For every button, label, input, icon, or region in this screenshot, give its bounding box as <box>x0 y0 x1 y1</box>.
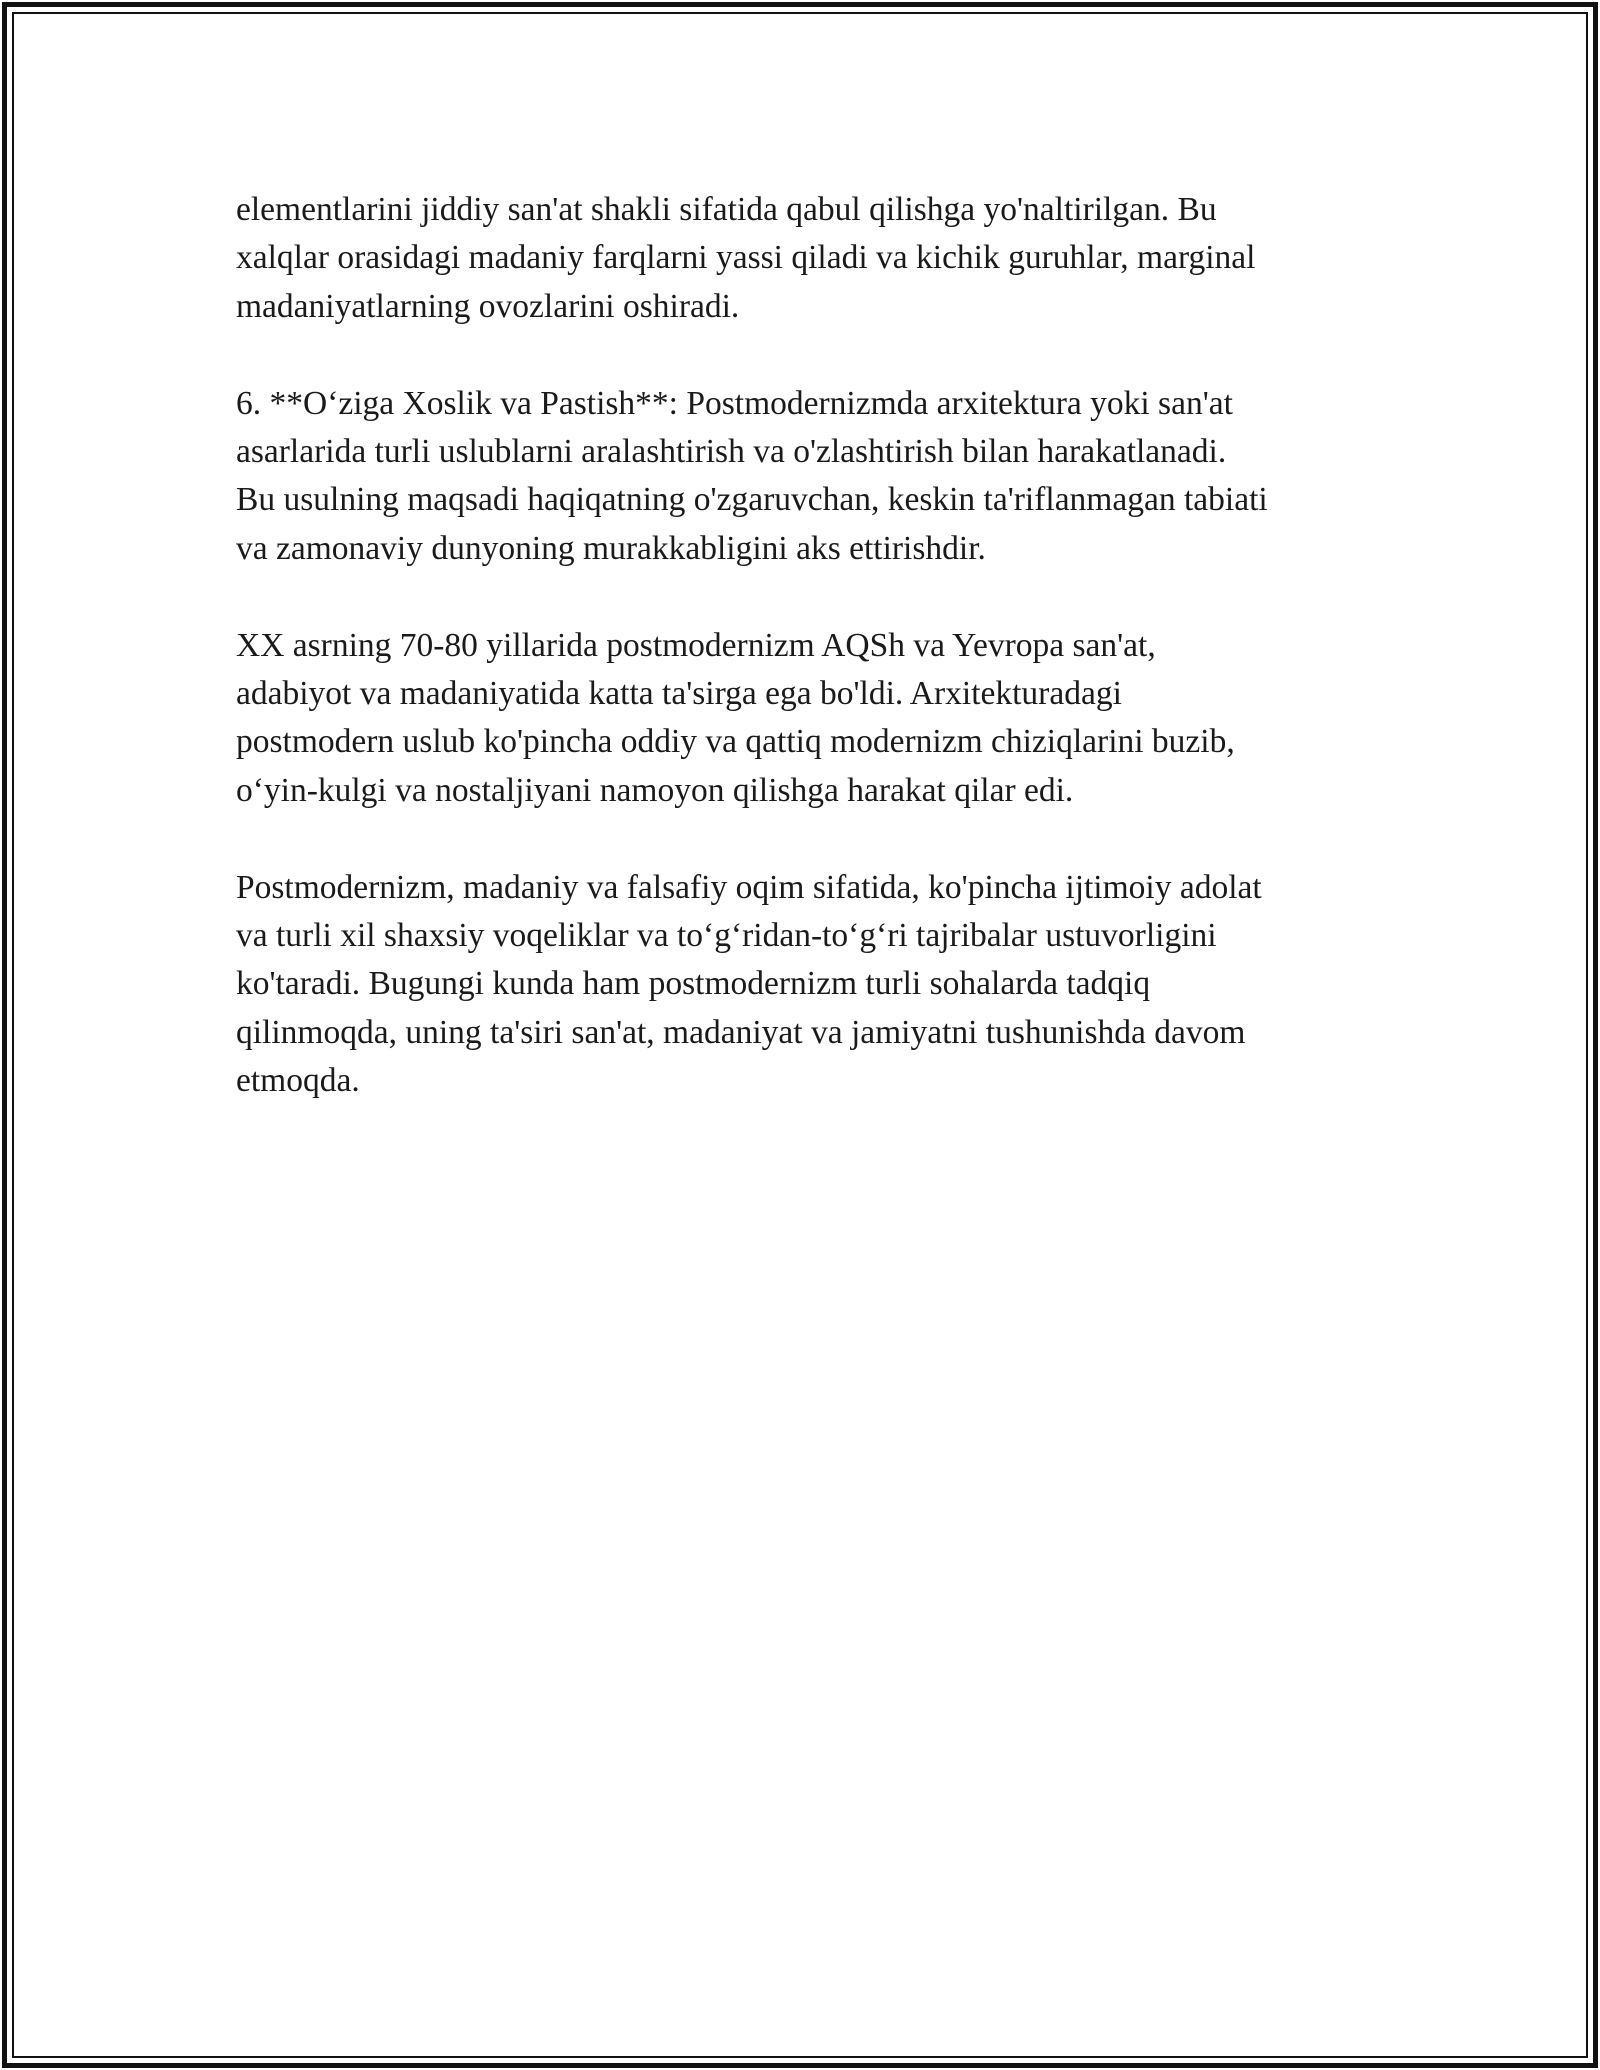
paragraph-4-line-3: ko'taradi. Bugungi kunda ham postmodernizm turli sohalarda tadqiq <box>236 965 1151 1003</box>
paragraph-3-line-1: XX asrning 70-80 yillarida postmodernizm AQSh va Yevropa san'at, <box>236 626 1156 664</box>
paragraph-1-line-2: xalqlar orasidagi madaniy farqlarni yassi qiladi va kichik guruhlar, marginal <box>236 239 1256 277</box>
paragraph-4 <box>236 864 1386 1106</box>
paragraph-4-line-2: va turli xil shaxsiy voqeliklar va to‘g‘ridan-to‘g‘ri tajribalar ustuvorligini <box>236 917 1217 955</box>
paragraph-2-line-2: asarlarida turli uslublarni aralashtirish va o'zlashtirish bilan harakatlanadi. <box>236 433 1227 471</box>
paragraph-2 <box>236 380 1386 574</box>
paragraph-4-line-5: etmoqda. <box>236 1062 360 1100</box>
paragraph-3-line-4: o‘yin-kulgi va nostaljiyani namoyon qilishga harakat qilar edi. <box>236 771 1074 809</box>
paragraph-1-line-1: elementlarini jiddiy san'at shakli sifatida qabul qilishga yo'naltirilgan. Bu <box>236 191 1217 228</box>
document-page-content <box>236 186 1386 1154</box>
paragraph-3-line-3: postmodern uslub ko'pincha oddiy va qattiq modernizm chiziqlarini buzib, <box>236 723 1235 761</box>
paragraph-3 <box>236 622 1386 816</box>
paragraph-2-line-3: Bu usulning maqsadi haqiqatning o'zgaruvchan, keskin ta'riflanmagan tabiati <box>236 481 1268 519</box>
paragraph-1-line-3: madaniyatlarning ovozlarini oshiradi. <box>236 287 740 325</box>
paragraph-1 <box>236 186 1386 331</box>
paragraph-2-line-1: 6. **O‘ziga Xoslik va Pastish**: Postmodernizmda arxitektura yoki san'at <box>236 384 1233 422</box>
paragraph-4-line-1: Postmodernizm, madaniy va falsafiy oqim sifatida, ko'pincha ijtimoiy adolat <box>236 868 1262 906</box>
paragraph-3-line-2: adabiyot va madaniyatida katta ta'sirga ega bo'ldi. Arxitekturadagi <box>236 675 1122 713</box>
paragraph-2-line-4: va zamonaviy dunyoning murakkabligini aks ettirishdir. <box>236 529 986 567</box>
paragraph-4-line-4: qilinmoqda, uning ta'siri san'at, madaniyat va jamiyatni tushunishda davom <box>236 1013 1246 1051</box>
